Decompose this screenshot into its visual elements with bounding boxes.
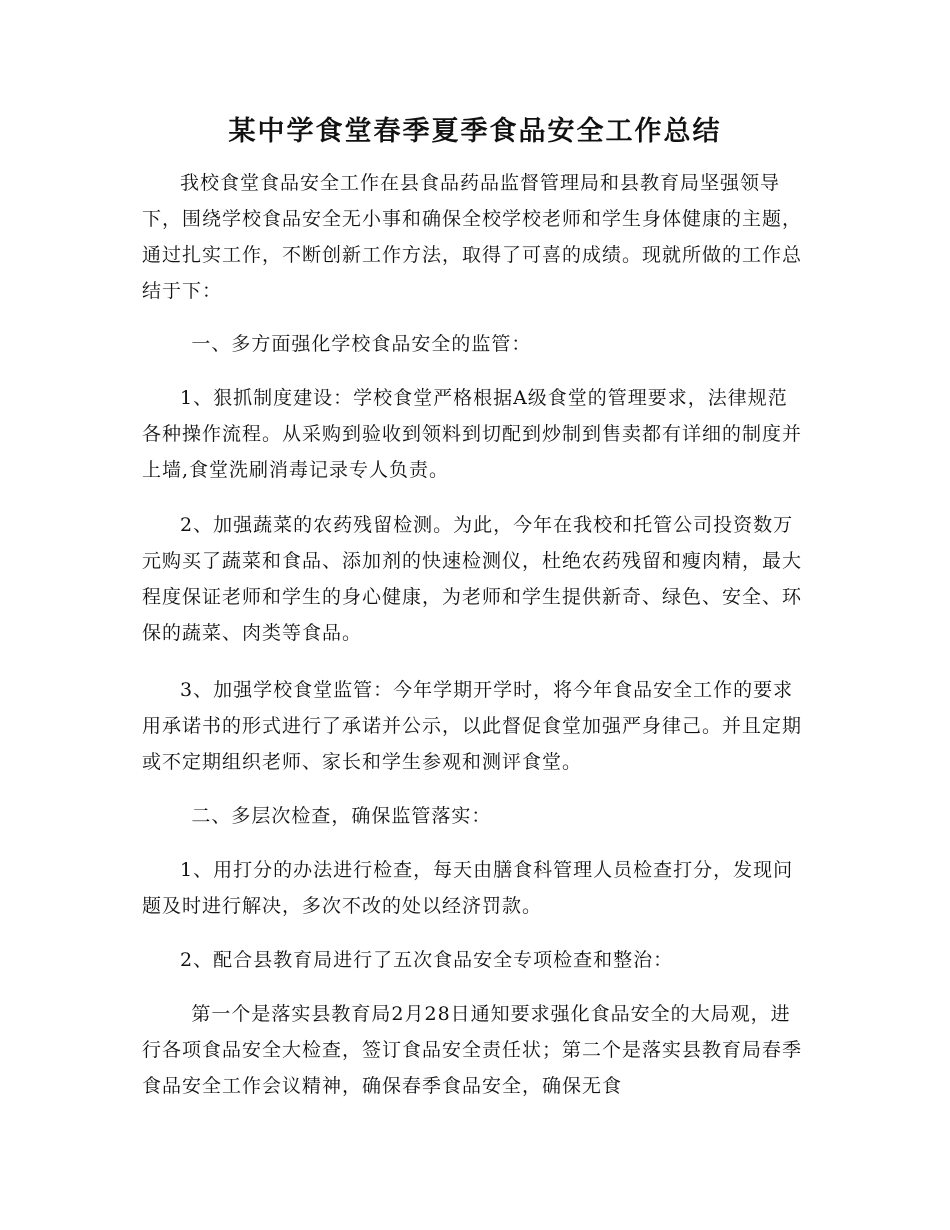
section-1-item-3: 3、加强学校食堂监管：今年学期开学时，将今年食品安全工作的要求用承诺书的形式进行了承诺并公示，以此督促食堂加强严身律己。并且定期或不定期组织老师、家长和学生参观和测评食堂。: [142, 679, 803, 773]
section-2-detail: 第一个是落实县教育局2月28日通知要求强化食品安全的大局观，进行各项食品安全大检查，签订食品安全责任状；第二个是落实县教育局春季食品安全工作会议精神，确保春季食品安全，确保无食: [142, 1003, 803, 1097]
section-1-heading: 一、多方面强化学校食品安全的监管：: [191, 333, 532, 355]
section-2-item-2: 2、配合县教育局进行了五次食品安全专项检查和整治：: [180, 949, 674, 971]
section-1-item-2: 2、加强蔬菜的农药残留检测。为此，今年在我校和托管公司投资数万元购买了蔬菜和食品、添加剂的快速检测仪，杜绝农药残留和瘦肉精，最大程度保证老师和学生的身心健康，为老师和学生提供新奇、绿色、安全、环保的蔬菜、肉类等食品。: [142, 514, 803, 644]
section-1-item-1: 1、狠抓制度建设：学校食堂严格根据A级食堂的管理要求，法律规范各种操作流程。从采购到验收到领料到切配到炒制到售卖都有详细的制度并上墙,食堂洗刷消毒记录专人负责。: [142, 387, 803, 481]
intro-paragraph: 我校食堂食品安全工作在县食品药品监督管理局和县教育局坚强领导下，围绕学校食品安全无小事和确保全校学校老师和学生身体健康的主题，通过扎实工作，不断创新工作方法，取得了可喜的成绩。现就所做的工作总结于下：: [142, 172, 803, 302]
document-title: 某中学食堂春季夏季食品安全工作总结: [228, 116, 722, 147]
section-2-item-1: 1、用打分的办法进行检查，每天由膳食科管理人员检查打分，发现问题及时进行解决，多次不改的处以经济罚款。: [142, 859, 794, 917]
section-2-heading: 二、多层次检查，确保监管落实：: [191, 805, 492, 827]
